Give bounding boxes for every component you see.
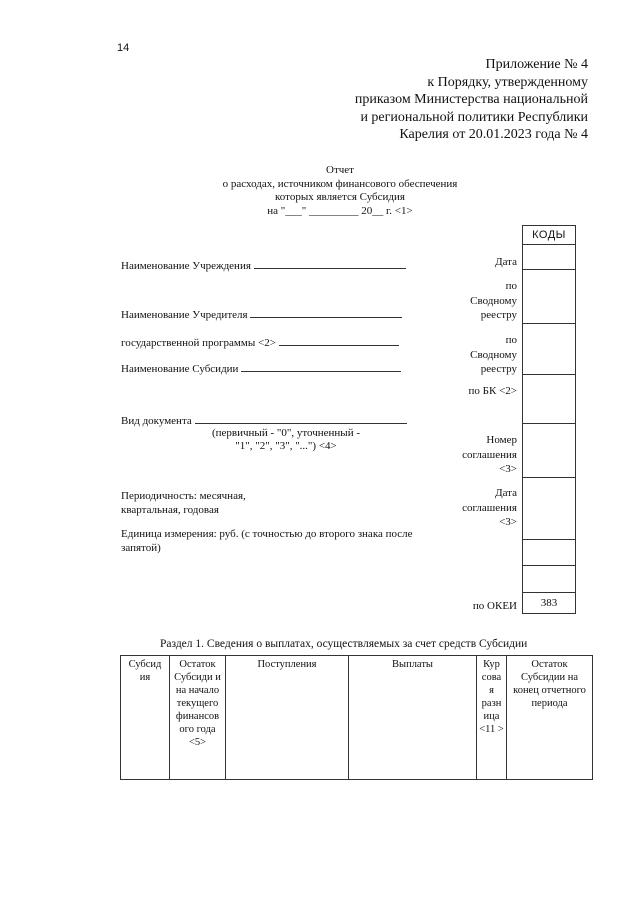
- agreement-date-line: Дата: [495, 487, 517, 499]
- table-header-row: [121, 656, 593, 780]
- code-cell-agreement-date[interactable]: [523, 477, 575, 539]
- code-cell-agreement-number[interactable]: [523, 423, 575, 477]
- code-cell-periodicity[interactable]: [523, 539, 575, 565]
- page-number: 14: [117, 42, 130, 54]
- registry-line: по: [505, 334, 517, 346]
- code-cell-registry-1[interactable]: [523, 269, 575, 323]
- unit-of-measure: [121, 528, 451, 555]
- label-bk: по БК <2>: [468, 385, 517, 397]
- label-agreement-number: [462, 433, 517, 477]
- doc-type-input-line[interactable]: [195, 413, 407, 424]
- col-balance-start: Остаток Субсиди и на начало текущего финансов ого года <5>: [170, 656, 226, 780]
- label-okei: по ОКЕИ: [472, 600, 517, 612]
- agreement-number-line: <3>: [499, 463, 517, 475]
- doc-type-hint-line: "1", "2", "3", "...") <4>: [235, 440, 337, 452]
- codes-header: КОДЫ: [532, 229, 566, 241]
- report-title: [140, 164, 540, 218]
- appendix-block: [355, 56, 588, 144]
- registry-line: Сводному: [470, 348, 517, 361]
- col-subsidy: Субсид ия: [121, 656, 170, 780]
- subsidy-label: Наименование Субсидии: [121, 363, 239, 375]
- appendix-line: Карелия от 20.01.2023 года № 4: [399, 127, 588, 142]
- agreement-number-line: соглашения: [462, 448, 517, 461]
- label-date: Дата: [495, 256, 517, 268]
- appendix-line: и региональной политики Республики: [360, 109, 588, 125]
- code-cell-registry-2[interactable]: [523, 323, 575, 374]
- col-receipts: Поступления: [226, 656, 349, 780]
- appendix-line: приказом Министерства национальной: [354, 92, 588, 107]
- col-fx-diff: Кур сова я разн ица <11 >: [477, 656, 507, 780]
- col-payments: Выплаты: [349, 656, 477, 780]
- institution-label: Наименование Учреждения: [121, 260, 251, 272]
- unit-line: запятой): [121, 541, 161, 554]
- doc-type-hint: [196, 427, 376, 453]
- registry-line: по: [505, 280, 517, 292]
- title-line: Отчет: [326, 164, 354, 176]
- title-line: которых является Субсидия: [275, 191, 405, 203]
- founder-input-line[interactable]: [250, 307, 402, 318]
- appendix-line: к Порядку, утвержденному: [427, 74, 588, 90]
- section-title: Раздел 1. Сведения о выплатах, осуществляемых за счет средств Субсидии: [160, 638, 528, 650]
- label-agreement-date: [462, 486, 517, 530]
- label-registry-2: [470, 333, 517, 377]
- codes-table: [522, 225, 576, 614]
- agreement-number-line: Номер: [486, 434, 517, 446]
- founder-field: [121, 307, 402, 323]
- code-cell-date[interactable]: [523, 244, 575, 269]
- subsidy-input-line[interactable]: [241, 361, 401, 372]
- registry-line: реестру: [480, 363, 517, 375]
- registry-line: Сводному: [470, 294, 517, 307]
- label-registry-1: [470, 279, 517, 323]
- doc-type-hint-line: (первичный - "0", уточненный -: [212, 427, 360, 439]
- periodicity-line: Периодичность: месячная,: [121, 490, 246, 502]
- periodicity-line: квартальная, годовая: [121, 503, 219, 516]
- registry-line: реестру: [480, 309, 517, 321]
- appendix-line: Приложение № 4: [485, 57, 588, 72]
- agreement-date-line: соглашения: [462, 501, 517, 514]
- program-field: [121, 335, 399, 351]
- title-line: о расходах, источником финансового обеспечения: [222, 177, 458, 190]
- agreement-date-line: <3>: [499, 516, 517, 528]
- col-balance-end: Остаток Субсидии на конец отчетного периода: [507, 656, 593, 780]
- payments-table: [120, 655, 593, 780]
- doc-type-label: Вид документа: [121, 415, 192, 427]
- title-line: на "___" _________ 20__ г. <1>: [267, 204, 413, 217]
- periodicity: [121, 490, 246, 517]
- program-label: государственной программы <2>: [121, 337, 276, 349]
- subsidy-field: [121, 361, 401, 377]
- institution-input-line[interactable]: [254, 258, 406, 269]
- institution-field: [121, 258, 406, 274]
- founder-label: Наименование Учредителя: [121, 309, 248, 321]
- code-cell-bk[interactable]: [523, 374, 575, 423]
- code-cell-blank[interactable]: [523, 565, 575, 592]
- program-input-line[interactable]: [279, 335, 399, 346]
- code-cell-okei: 383: [523, 592, 575, 613]
- unit-line: Единица измерения: руб. (с точностью до второго знака после: [121, 528, 413, 540]
